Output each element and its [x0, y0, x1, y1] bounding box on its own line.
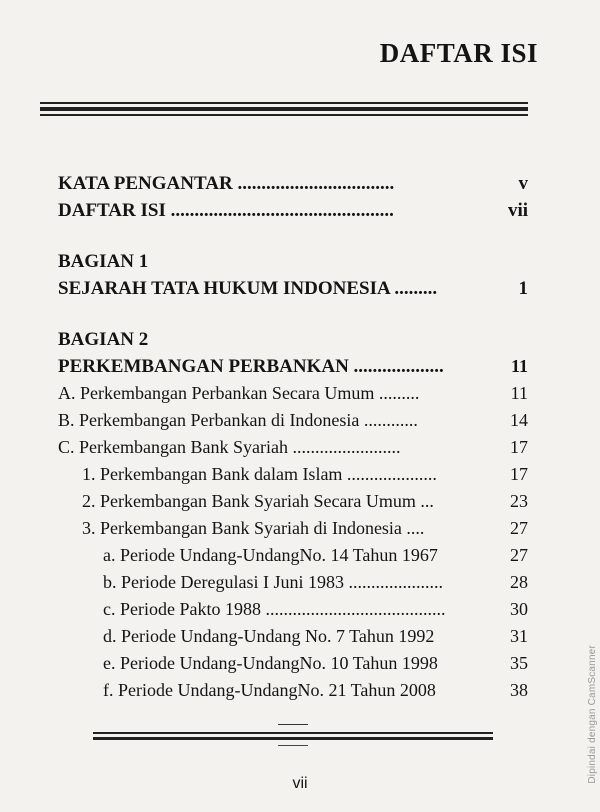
toc-entry-text: 1. Perkembangan Bank dalam Islam .................... — [82, 464, 437, 484]
toc-entry-page: 17 — [510, 464, 528, 484]
toc-entry-text: e. Periode Undang-UndangNo. 10 Tahun 1998 — [103, 653, 438, 673]
toc-entry-kata-pengantar — [58, 170, 528, 197]
toc-entry — [58, 407, 528, 434]
table-of-contents — [58, 170, 528, 704]
scanner-watermark: Dipindai dengan CamScanner — [587, 645, 598, 784]
toc-entry-page: 1 — [518, 278, 528, 299]
toc-entry-page: 11 — [510, 383, 528, 403]
toc-entry-text: PERKEMBANGAN PERBANKAN ................... — [58, 356, 444, 377]
toc-entry-sejarah — [58, 275, 528, 302]
toc-entry — [58, 515, 528, 542]
toc-entry-text: C. Perkembangan Bank Syariah ........................ — [58, 437, 401, 457]
toc-entry-page: v — [518, 173, 528, 194]
toc-entry-text: f. Periode Undang-UndangNo. 21 Tahun 2008 — [103, 680, 436, 700]
toc-entry-text: d. Periode Undang-Undang No. 7 Tahun 1992 — [103, 626, 435, 646]
toc-entry-page: vii — [507, 200, 528, 221]
toc-entry-text: 2. Perkembangan Bank Syariah Secara Umum ... — [82, 491, 434, 511]
toc-entry-page: 38 — [510, 680, 528, 700]
page-title: DAFTAR ISI — [379, 38, 538, 68]
toc-entry — [58, 380, 528, 407]
toc-entry — [58, 677, 528, 704]
toc-entry-text: SEJARAH TATA HUKUM INDONESIA ......... — [58, 278, 438, 299]
toc-entry — [58, 623, 528, 650]
toc-entry-text: B. Perkembangan Perbankan di Indonesia ............ — [58, 410, 418, 430]
footer-rule — [93, 732, 493, 746]
toc-entry-page: 14 — [510, 410, 528, 430]
toc-entry-page: 35 — [510, 653, 528, 673]
toc-entry — [58, 650, 528, 677]
page-number: vii — [292, 775, 308, 792]
toc-entry-text: 3. Perkembangan Bank Syariah di Indonesia .... — [82, 518, 425, 538]
toc-entry-page: 31 — [510, 626, 528, 646]
toc-entry-text: A. Perkembangan Perbankan Secara Umum ......... — [58, 383, 420, 403]
toc-entry — [58, 488, 528, 515]
toc-entry-page: 23 — [510, 491, 528, 511]
toc-entry — [58, 461, 528, 488]
toc-entry-text: a. Periode Undang-UndangNo. 14 Tahun 1967 — [103, 545, 438, 565]
toc-entry-page: 27 — [510, 545, 528, 565]
toc-entry-page: 17 — [510, 437, 528, 457]
toc-entry-text: KATA PENGANTAR ................................. — [58, 173, 395, 194]
toc-entry — [58, 542, 528, 569]
toc-entry-page: 27 — [510, 518, 528, 538]
toc-entry-perkembangan-perbankan — [58, 353, 528, 380]
toc-entry-text: DAFTAR ISI ............................................... — [58, 200, 394, 221]
toc-entry-daftar-isi — [58, 197, 528, 224]
toc-entry-text: BAGIAN 1 — [58, 251, 149, 272]
toc-entry — [58, 434, 528, 461]
toc-entry-text: b. Periode Deregulasi I Juni 1983 ..................... — [103, 572, 443, 592]
toc-entry-page: 30 — [510, 599, 528, 619]
toc-part-heading-1 — [58, 248, 528, 275]
toc-entry — [58, 596, 528, 623]
toc-entry-text: c. Periode Pakto 1988 ........................................ — [103, 599, 446, 619]
toc-entry-page: 11 — [510, 356, 528, 376]
toc-entry-text: BAGIAN 2 — [58, 329, 149, 350]
toc-entry-page: 28 — [510, 572, 528, 592]
toc-part-heading-2 — [58, 326, 528, 353]
header-rule — [40, 102, 528, 116]
toc-entry — [58, 569, 528, 596]
